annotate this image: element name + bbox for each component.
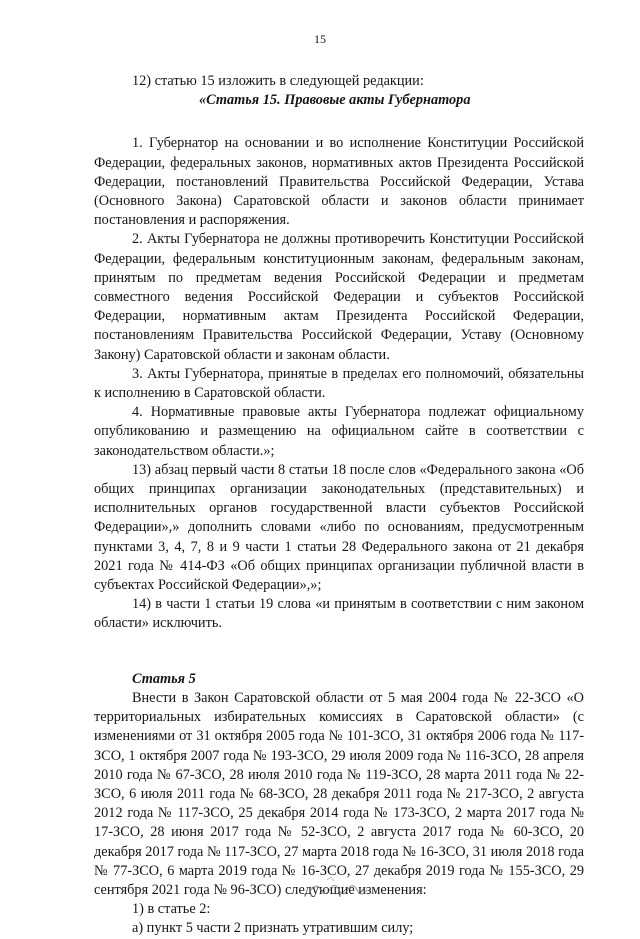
article15-paragraph-4: 4. Нормативные правовые акты Губернатора подлежат официальному опубликованию и размещению на официальном сайте в соответствии с законодательством области.»; bbox=[94, 404, 584, 459]
article5-item-1a: а) пункт 5 части 2 признать утратившим силу; bbox=[132, 920, 414, 937]
amendment-article-title: «Статья 15. Правовые акты Губернатора bbox=[199, 92, 471, 109]
page-number: 15 bbox=[314, 32, 326, 46]
article5-item-1: 1) в статье 2: bbox=[132, 901, 211, 918]
article15-paragraph-1: 1. Губернатор на основании и во исполнение Конституции Российской Федерации, федеральных законов, нормативных актов Президента Российской Федерации, постановлений Правительства Российской Федерации, Устава (Основного Закона) Саратовской области и законов области принимает постановления и распоряжения. bbox=[94, 135, 584, 229]
article15-paragraph-3: 3. Акты Губернатора, принятые в пределах его полномочий, обязательны к исполнению в Саратовской области. bbox=[94, 365, 584, 402]
article5-intro: Внести в Закон Саратовской области от 5 мая 2004 года № 22-ЗСО «О территориальных избирательных комиссиях в Саратовской области» (с изменениями от 31 октября 2005 года № 101-ЗСО, 31 октября 2006 года № 117-ЗСО, 1 октября 2007 года № 193-ЗСО, 29 июля 2009 года № 116-ЗСО, 28 апреля 2010 года № 67-ЗСО, 28 июля 2010 года № 119-ЗСО, 28 марта 2011 года № 22-ЗСО, 6 июля 2011 года № 68-ЗСО, 28 декабря 2011 года № 217-ЗСО, 2 августа 2012 года № 117-ЗСО, 25 декабря 2014 года № 173-ЗСО, 2 марта 2017 года № 17-ЗСО, 28 июня 2017 года № 52-ЗСО, 2 августа 2017 года № 60-ЗСО, 20 декабря 2017 года № 117-ЗСО, 27 марта 2018 года № 16-ЗСО, 31 июля 2018 года № 77-ЗСО, 6 марта 2019 года № 16-ЗСО, 27 декабря 2019 года № 155-ЗСО, 29 сентября 2021 года № 96-ЗСО) следующие изменения: bbox=[94, 689, 584, 898]
amendment-item-13: 13) абзац первый части 8 статьи 18 после слов «Федерального закона «Об общих принципах организации законодательных (представительных) и исполнительных органов государственной власти субъектов Российской Федерации»,» дополнить словами «либо по основаниям, предусмотренным пунктами 3, 4, 7, 8 и 9 части 1 статьи 28 Федерального закона от 21 декабря 2021 года № 414-ФЗ «Об общих принципах организации публичной власти в субъектах Российской Федерации»,»; bbox=[94, 461, 584, 594]
amendment-intro: 12) статью 15 изложить в следующей редакции: bbox=[132, 73, 424, 89]
amendment-item-14: 14) в части 1 статьи 19 слова «и принятым в соответствии с ним законом области» исключить. bbox=[94, 596, 584, 632]
article15-paragraph-2: 2. Акты Губернатора не должны противоречить Конституции Российской Федерации, федеральным конституционным законам, федеральным законам, принятым по предметам ведения Российской Федерации и предметам совместного ведения Российской Федерации и субъектов Российской Федерации, нормативным актам Президента Российской Федерации, постановлениям Правительства Российской Федерации, Уставу (Основному Закону) Саратовской области и законам области. bbox=[94, 231, 584, 363]
article5-heading: Статья 5 bbox=[132, 670, 196, 687]
document-body bbox=[94, 72, 584, 939]
signature-scribble-icon bbox=[305, 872, 385, 898]
